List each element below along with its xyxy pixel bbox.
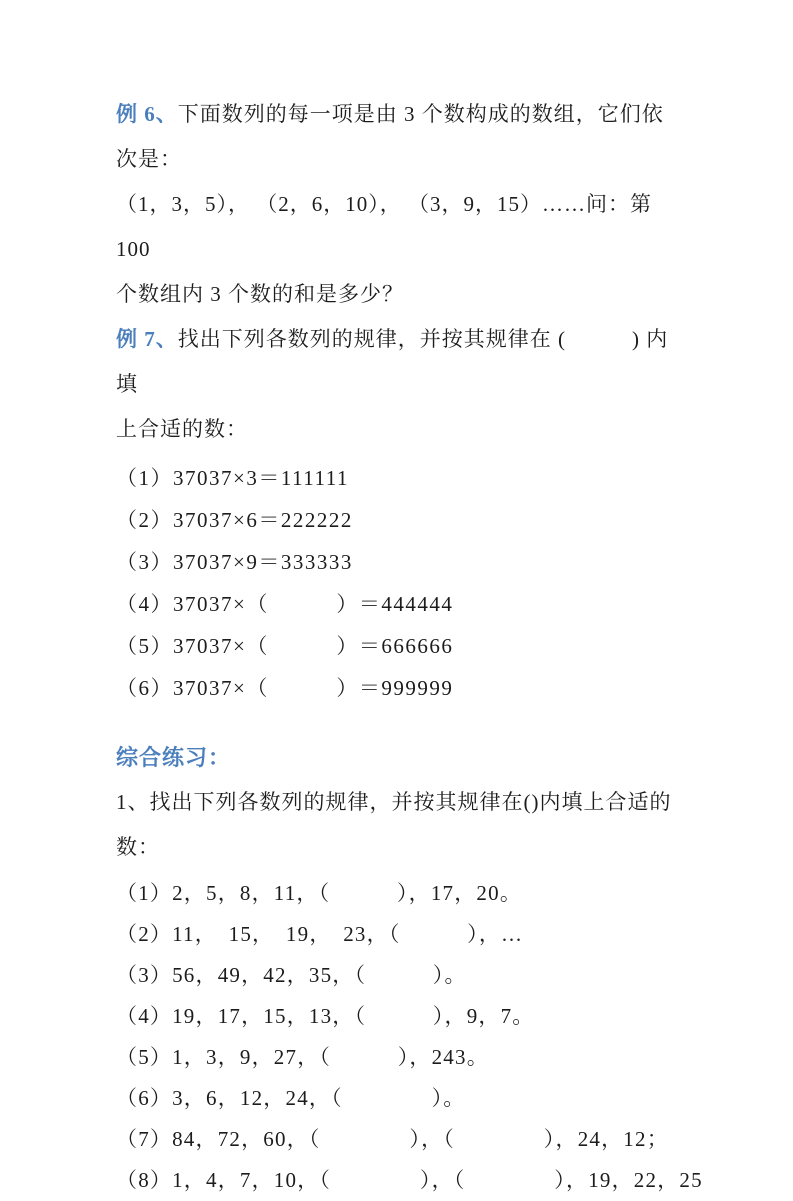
equation-2: （2）37037×6＝222222 <box>116 508 353 532</box>
example6-section <box>116 92 681 317</box>
example7-line-1 <box>116 317 681 407</box>
practice-intro: 1、找出下列各数列的规律，并按其规律在()内填上合适的数： <box>116 790 672 859</box>
equation-list <box>116 457 681 709</box>
practice-item-4: （4）19，17，15，13，（ ），9，7。 <box>116 1004 535 1028</box>
practice-item-8: （8）1，4，7，10，（ ），（ ），19，22，25 <box>116 1168 703 1192</box>
practice-section <box>116 735 703 1201</box>
practice-item-2: （2）11， 15， 19， 23，（ ），… <box>116 922 524 946</box>
example6-line-2: （1，3，5）， （2，6，10）， （3，9，15）……问：第 100 <box>116 192 659 261</box>
example6-line-3: 个数组内 3 个数的和是多少？ <box>116 282 404 306</box>
equation-4: （4）37037×（ ）＝444444 <box>116 592 454 616</box>
practice-item-3: （3）56，49，42，35，（ ）。 <box>116 963 467 987</box>
practice-heading: 综合练习： <box>116 745 232 770</box>
example7-line-2: 上合适的数： <box>116 417 248 441</box>
equation-5: （5）37037×（ ）＝666666 <box>116 634 454 658</box>
equation-6: （6）37037×（ ）＝999999 <box>116 676 454 700</box>
example6-label: 例 6、 <box>116 102 178 126</box>
example7-line-1-text: 找出下列各数列的规律，并按其规律在 ( ) 内填 <box>116 327 669 396</box>
example7-label: 例 7、 <box>116 327 178 351</box>
practice-item-5: （5）1，3，9，27，（ ），243。 <box>116 1045 489 1069</box>
practice-item-list <box>116 873 703 1201</box>
practice-item-6: （6）3，6，12，24，（ ）。 <box>116 1086 466 1110</box>
example7-section <box>116 317 681 709</box>
equation-1: （1）37037×3＝111111 <box>116 466 349 490</box>
equation-3: （3）37037×9＝333333 <box>116 550 353 574</box>
example6-line-1-text: 下面数列的每一项是由 3 个数构成的数组，它们依次是： <box>116 102 664 171</box>
practice-item-1: （1）2，5，8，11，（ ），17，20。 <box>116 881 523 905</box>
practice-item-7: （7）84，72，60，（ ），（ ），24，12； <box>116 1127 669 1151</box>
example6-line-1 <box>116 92 681 182</box>
